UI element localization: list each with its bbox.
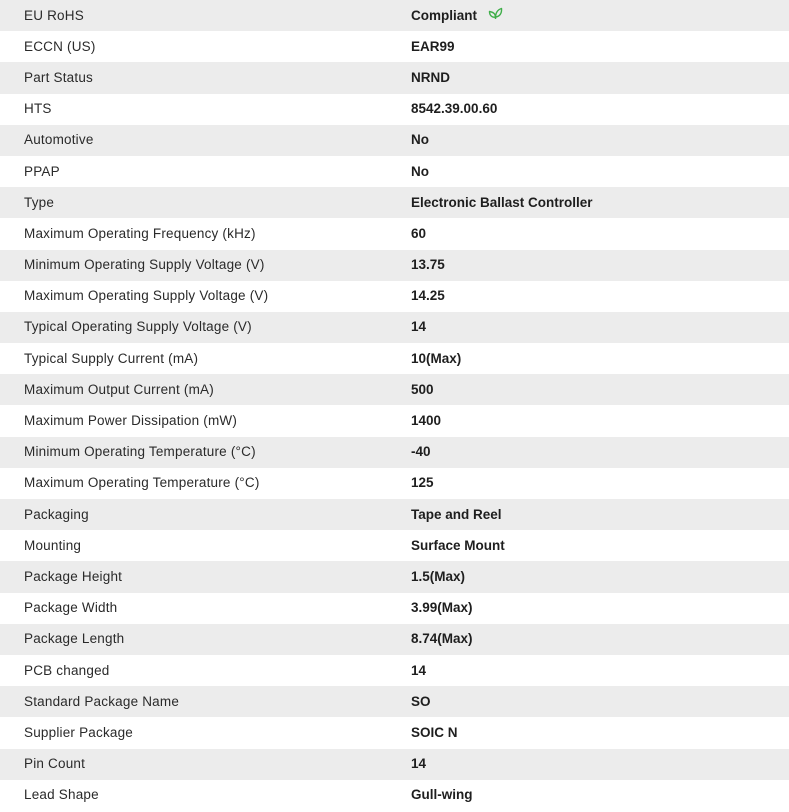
spec-row-package-length bbox=[0, 624, 789, 655]
spec-value: NRND bbox=[411, 69, 450, 85]
spec-row-max-operating-frequency bbox=[0, 218, 789, 249]
spec-label: Package Height bbox=[24, 568, 123, 584]
spec-value: SOIC N bbox=[411, 724, 458, 740]
spec-value: No bbox=[411, 132, 429, 148]
spec-row-standard-package-name bbox=[0, 686, 789, 717]
spec-label: Maximum Operating Temperature (°C) bbox=[24, 475, 260, 491]
spec-value: 1.5(Max) bbox=[411, 568, 466, 584]
spec-row-supplier-package bbox=[0, 717, 789, 748]
spec-label: PCB changed bbox=[24, 662, 110, 678]
spec-row-pcb-changed bbox=[0, 655, 789, 686]
spec-label: Typical Supply Current (mA) bbox=[24, 350, 199, 366]
spec-label: Type bbox=[24, 194, 55, 210]
spec-value: 60 bbox=[411, 225, 427, 241]
spec-label: Standard Package Name bbox=[24, 693, 180, 709]
spec-row-type bbox=[0, 187, 789, 218]
spec-value: 14 bbox=[411, 662, 427, 678]
spec-row-automotive bbox=[0, 125, 789, 156]
spec-label: Packaging bbox=[24, 506, 89, 522]
spec-value: Surface Mount bbox=[411, 537, 505, 553]
spec-row-hts bbox=[0, 94, 789, 125]
spec-row-max-supply-voltage bbox=[0, 281, 789, 312]
spec-row-lead-shape bbox=[0, 780, 789, 811]
spec-value: No bbox=[411, 163, 429, 179]
spec-value: 14 bbox=[411, 756, 427, 772]
spec-label: PPAP bbox=[24, 163, 60, 179]
spec-label: ECCN (US) bbox=[24, 38, 96, 54]
spec-row-package-height bbox=[0, 561, 789, 592]
spec-value: 13.75 bbox=[411, 257, 445, 273]
spec-row-packaging bbox=[0, 499, 789, 530]
spec-value: 3.99(Max) bbox=[411, 600, 473, 616]
spec-label: Pin Count bbox=[24, 756, 86, 772]
spec-row-max-output-current bbox=[0, 374, 789, 405]
spec-value: 8542.39.00.60 bbox=[411, 101, 498, 117]
spec-label: Part Status bbox=[24, 69, 93, 85]
spec-label: HTS bbox=[24, 101, 52, 117]
spec-value: SO bbox=[411, 693, 431, 709]
spec-value: 14 bbox=[411, 319, 427, 335]
spec-value: 10(Max) bbox=[411, 350, 462, 366]
spec-label: Automotive bbox=[24, 132, 94, 148]
spec-row-typ-supply-voltage bbox=[0, 312, 789, 343]
spec-label: Maximum Operating Frequency (kHz) bbox=[24, 225, 256, 241]
spec-value: 14.25 bbox=[411, 288, 445, 304]
spec-value: Gull-wing bbox=[411, 787, 473, 803]
spec-label: Minimum Operating Supply Voltage (V) bbox=[24, 257, 265, 273]
spec-row-package-width bbox=[0, 593, 789, 624]
spec-row-typ-supply-current bbox=[0, 343, 789, 374]
spec-value: -40 bbox=[411, 444, 431, 460]
spec-value: Tape and Reel bbox=[411, 506, 502, 522]
spec-row-max-operating-temperature bbox=[0, 468, 789, 499]
spec-row-min-supply-voltage bbox=[0, 250, 789, 281]
spec-label: Lead Shape bbox=[24, 787, 99, 803]
spec-label: Supplier Package bbox=[24, 724, 134, 740]
spec-row-ppap bbox=[0, 156, 789, 187]
spec-value: 500 bbox=[411, 381, 434, 397]
spec-value: Electronic Ballast Controller bbox=[411, 194, 593, 210]
spec-row-part-status bbox=[0, 62, 789, 93]
spec-value-cell bbox=[411, 0, 789, 31]
spec-label: Mounting bbox=[24, 537, 82, 553]
spec-value: 8.74(Max) bbox=[411, 631, 473, 647]
spec-row-mounting bbox=[0, 530, 789, 561]
spec-label: Package Length bbox=[24, 631, 125, 647]
spec-value: Compliant bbox=[411, 7, 477, 23]
leaf-icon bbox=[488, 7, 503, 23]
spec-label: Maximum Operating Supply Voltage (V) bbox=[24, 288, 269, 304]
spec-row-pin-count bbox=[0, 749, 789, 780]
spec-label: Maximum Power Dissipation (mW) bbox=[24, 413, 238, 429]
spec-value: EAR99 bbox=[411, 38, 455, 54]
spec-label: EU RoHS bbox=[24, 7, 84, 23]
spec-row-eu-rohs bbox=[0, 0, 789, 31]
spec-row-eccn bbox=[0, 31, 789, 62]
spec-label: Maximum Output Current (mA) bbox=[24, 381, 214, 397]
spec-label: Package Width bbox=[24, 600, 118, 616]
spec-label: Minimum Operating Temperature (°C) bbox=[24, 444, 256, 460]
spec-value: 1400 bbox=[411, 413, 442, 429]
spec-value: 125 bbox=[411, 475, 434, 491]
spec-row-max-power-dissipation bbox=[0, 405, 789, 436]
spec-label: Typical Operating Supply Voltage (V) bbox=[24, 319, 252, 335]
spec-row-min-operating-temperature bbox=[0, 437, 789, 468]
